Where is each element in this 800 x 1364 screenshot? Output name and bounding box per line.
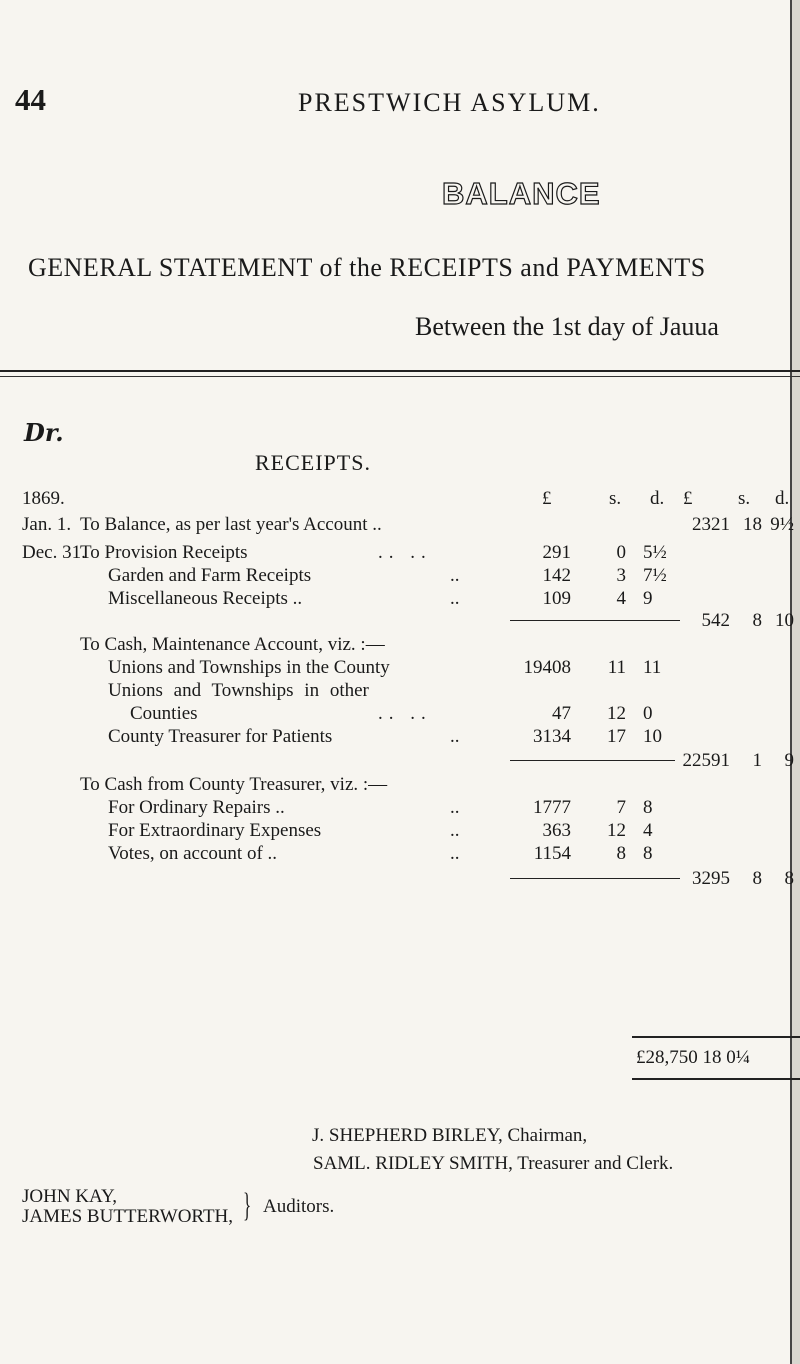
- outer-pence: 8: [784, 868, 794, 889]
- inner-shillings: 11: [607, 657, 626, 678]
- outer-pounds: 22591: [682, 750, 730, 771]
- entry-text: Unions and Townships in the County: [108, 657, 390, 678]
- auditor-name: JOHN KAY,: [22, 1186, 118, 1207]
- inner-pence: 4: [643, 820, 653, 841]
- entry-text: Unions and Townships in other: [108, 680, 369, 701]
- inner-pence: 5½: [643, 542, 667, 563]
- outer-pence: 10: [775, 610, 794, 631]
- debit-side-label: Dr.: [24, 418, 64, 447]
- inner-pence: 9: [643, 588, 653, 609]
- leader-dots: .. ..: [378, 542, 432, 563]
- inner-shillings: 3: [616, 565, 626, 586]
- inner-pounds: 3134: [533, 726, 571, 747]
- entry-text: To Cash, Maintenance Account, viz. :—: [80, 634, 385, 655]
- entry-text: To Balance, as per last year's Account ..: [80, 514, 382, 535]
- inner-pounds: 47: [552, 703, 571, 724]
- subtotal-rule: [510, 760, 675, 761]
- page-number: 44: [15, 82, 46, 117]
- chairman-signature: J. SHEPHERD BIRLEY, Chairman,: [312, 1125, 588, 1146]
- entry-text: To Cash from County Treasurer, viz. :—: [80, 774, 388, 795]
- header-rule-thin: [0, 376, 800, 377]
- grand-total-rule-bottom: [632, 1078, 800, 1080]
- entry-text: Miscellaneous Receipts ..: [108, 588, 303, 609]
- year-label: 1869.: [22, 488, 65, 509]
- entry-text: Votes, on account of ..: [108, 843, 278, 864]
- leader-dots: ..: [450, 588, 460, 609]
- inner-shillings: 7: [616, 797, 626, 818]
- outer-pounds: 2321: [692, 514, 730, 535]
- inner-shillings: 4: [616, 588, 626, 609]
- inner-pounds: 19408: [523, 657, 571, 678]
- running-head: PRESTWICH ASYLUM.: [298, 88, 601, 117]
- between-dates-line: Between the 1st day of Jauua: [415, 312, 719, 341]
- page-edge: [790, 0, 800, 1364]
- grand-total: £28,750 18 0¼: [636, 1047, 750, 1068]
- outer-shillings: 8: [752, 610, 762, 631]
- entry-text: Counties: [130, 703, 198, 724]
- receipts-heading: RECEIPTS.: [255, 450, 371, 475]
- entry-date: Dec. 31.: [22, 542, 86, 563]
- auditors-brace: }: [243, 1187, 252, 1224]
- inner-pounds: 291: [542, 542, 571, 563]
- outer-pounds: 542: [701, 610, 730, 631]
- inner-shillings: 0: [616, 542, 626, 563]
- outer-shillings: 8: [752, 868, 762, 889]
- entry-text: Garden and Farm Receipts: [108, 565, 312, 586]
- inner-pence: 11: [643, 657, 662, 678]
- outer-shillings: 1: [752, 750, 762, 771]
- leader-dots: ..: [450, 843, 460, 864]
- inner-shillings-header: s.: [609, 488, 622, 509]
- outer-pounds-header: £: [683, 488, 693, 509]
- inner-shillings: 8: [616, 843, 626, 864]
- treasurer-signature: SAML. RIDLEY SMITH, Treasurer and Clerk.: [313, 1153, 674, 1174]
- subtotal-rule: [510, 620, 680, 621]
- outer-pence: 9: [784, 750, 794, 771]
- grand-total-rule-top: [632, 1036, 800, 1038]
- leader-dots: ..: [450, 797, 460, 818]
- entry-text: For Extraordinary Expenses: [108, 820, 322, 841]
- inner-shillings: 17: [607, 726, 626, 747]
- leader-dots: ..: [450, 565, 460, 586]
- inner-shillings: 12: [607, 703, 626, 724]
- auditors-label: Auditors.: [263, 1196, 335, 1217]
- general-statement-title: GENERAL STATEMENT of the RECEIPTS and PAYMENTS: [28, 253, 706, 282]
- outer-pence-header: d.: [775, 488, 790, 509]
- inner-pounds: 363: [542, 820, 571, 841]
- inner-pounds: 142: [542, 565, 571, 586]
- inner-pence-header: d.: [650, 488, 665, 509]
- leader-dots: ..: [450, 726, 460, 747]
- inner-pence: 0: [643, 703, 653, 724]
- inner-pence: 8: [643, 843, 653, 864]
- outer-pence: 9½: [770, 514, 794, 535]
- outer-shillings: 18: [743, 514, 762, 535]
- leader-dots: .. ..: [378, 703, 432, 724]
- balance-title: BALANCE: [442, 176, 601, 211]
- outer-shillings-header: s.: [738, 488, 751, 509]
- leader-dots: ..: [450, 820, 460, 841]
- auditor-name: JAMES BUTTERWORTH,: [22, 1206, 234, 1227]
- inner-pounds: 109: [542, 588, 571, 609]
- entry-date: Jan. 1.: [22, 514, 72, 535]
- header-rule: [0, 370, 800, 372]
- entry-text: To Provision Receipts: [80, 542, 248, 563]
- subtotal-rule: [510, 878, 680, 879]
- inner-pounds: 1777: [533, 797, 571, 818]
- entry-text: For Ordinary Repairs ..: [108, 797, 285, 818]
- inner-pounds: 1154: [533, 843, 571, 864]
- entry-text: County Treasurer for Patients: [108, 726, 333, 747]
- inner-shillings: 12: [607, 820, 626, 841]
- inner-pence: 8: [643, 797, 653, 818]
- outer-pounds: 3295: [692, 868, 730, 889]
- inner-pounds-header: £: [542, 488, 552, 509]
- inner-pence: 10: [643, 726, 662, 747]
- inner-pence: 7½: [643, 565, 667, 586]
